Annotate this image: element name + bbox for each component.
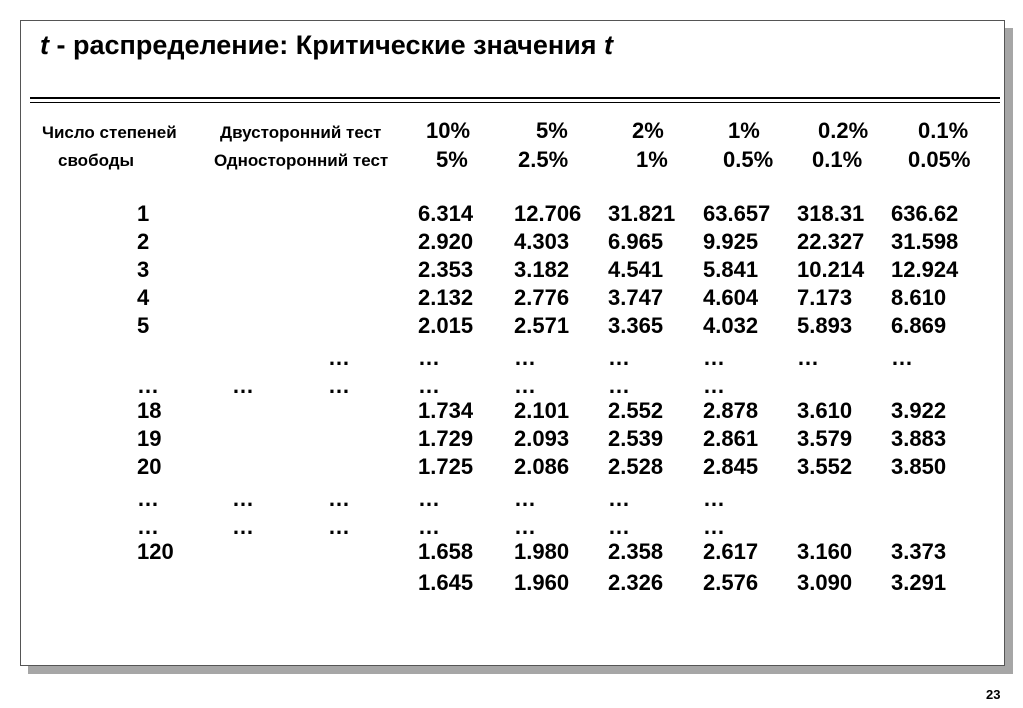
- critical-value-cell: …: [797, 345, 819, 370]
- ellipsis-cell: …: [232, 514, 254, 539]
- ellipsis-cell: …: [328, 373, 350, 398]
- degrees-of-freedom-cell: 1: [137, 201, 150, 226]
- two-sided-level: 5%: [536, 118, 568, 143]
- critical-value-cell: …: [418, 486, 440, 511]
- critical-value-cell: 1.645: [418, 570, 474, 595]
- two-sided-level: 2%: [632, 118, 664, 143]
- critical-value-cell: 2.528: [608, 454, 664, 479]
- title-text: - распределение: Критические значения: [49, 30, 605, 60]
- critical-value-cell: 3.579: [797, 426, 853, 451]
- critical-value-cell: …: [608, 345, 630, 370]
- header-two-sided-label: Двусторонний тест: [220, 123, 382, 142]
- critical-value-cell: …: [608, 514, 630, 539]
- ellipsis-cell: …: [328, 486, 350, 511]
- critical-value-cell: 4.541: [608, 257, 664, 282]
- two-sided-level: 10%: [426, 118, 471, 143]
- degrees-of-freedom-cell: …: [137, 514, 159, 539]
- degrees-of-freedom-cell: 18: [137, 398, 162, 423]
- title-rule-thick: [30, 97, 1000, 99]
- critical-value-cell: 6.965: [608, 229, 664, 254]
- critical-value-cell: 4.032: [703, 313, 759, 338]
- degrees-of-freedom-cell: 20: [137, 454, 162, 479]
- degrees-of-freedom-cell: 2: [137, 229, 150, 254]
- critical-value-cell: 2.093: [514, 426, 570, 451]
- critical-value-cell: 2.571: [514, 313, 570, 338]
- title-variable: t: [40, 30, 49, 60]
- degrees-of-freedom-cell: 5: [137, 313, 150, 338]
- critical-value-cell: 2.776: [514, 285, 570, 310]
- slide-title: [40, 30, 613, 61]
- critical-value-cell: 6.869: [891, 313, 947, 338]
- critical-value-cell: 2.845: [703, 454, 759, 479]
- critical-value-cell: 2.101: [514, 398, 570, 423]
- critical-value-cell: 2.576: [703, 570, 759, 595]
- critical-value-cell: 3.373: [891, 539, 947, 564]
- critical-value-cell: …: [418, 373, 440, 398]
- critical-value-cell: 8.610: [891, 285, 947, 310]
- critical-value-cell: 2.015: [418, 313, 474, 338]
- critical-value-cell: 1.729: [418, 426, 474, 451]
- critical-value-cell: 3.883: [891, 426, 947, 451]
- critical-value-cell: 6.314: [418, 201, 474, 226]
- title-variable-2: t: [604, 30, 614, 60]
- critical-value-cell: 9.925: [703, 229, 759, 254]
- critical-value-cell: 318.31: [797, 201, 865, 226]
- critical-value-cell: 31.598: [891, 229, 959, 254]
- critical-value-cell: 5.841: [703, 257, 759, 282]
- one-sided-level: 5%: [436, 147, 468, 172]
- degrees-of-freedom-cell: 4: [137, 285, 150, 310]
- degrees-of-freedom-cell: 120: [137, 539, 174, 564]
- degrees-of-freedom-cell: …: [137, 373, 159, 398]
- critical-value-cell: 3.160: [797, 539, 853, 564]
- critical-value-cell: 2.861: [703, 426, 759, 451]
- critical-value-cell: …: [514, 373, 536, 398]
- critical-value-cell: 2.358: [608, 539, 664, 564]
- critical-value-cell: 3.610: [797, 398, 853, 423]
- critical-value-cell: 2.326: [608, 570, 664, 595]
- critical-value-cell: 1.960: [514, 570, 570, 595]
- critical-value-cell: 3.182: [514, 257, 570, 282]
- critical-value-cell: 2.086: [514, 454, 570, 479]
- one-sided-level: 0.05%: [908, 147, 971, 172]
- critical-value-cell: 3.090: [797, 570, 853, 595]
- critical-value-cell: 4.604: [703, 285, 759, 310]
- header-one-sided-label: Односторонний тест: [214, 151, 389, 170]
- critical-value-cell: …: [418, 514, 440, 539]
- two-sided-level: 1%: [728, 118, 760, 143]
- critical-value-cell: …: [891, 345, 913, 370]
- critical-value-cell: …: [703, 373, 725, 398]
- critical-value-cell: …: [703, 514, 725, 539]
- critical-value-cell: 2.539: [608, 426, 664, 451]
- degrees-of-freedom-cell: …: [137, 486, 159, 511]
- critical-value-cell: …: [514, 345, 536, 370]
- critical-value-cell: 22.327: [797, 229, 865, 254]
- critical-value-cell: 1.658: [418, 539, 474, 564]
- two-sided-level: 0.2%: [818, 118, 869, 143]
- critical-value-cell: …: [608, 486, 630, 511]
- critical-value-cell: 2.353: [418, 257, 474, 282]
- critical-value-cell: 1.734: [418, 398, 474, 423]
- critical-value-cell: 4.303: [514, 229, 570, 254]
- critical-value-cell: 5.893: [797, 313, 853, 338]
- critical-value-cell: …: [703, 486, 725, 511]
- critical-value-cell: 7.173: [797, 285, 853, 310]
- critical-value-cell: 3.850: [891, 454, 947, 479]
- critical-value-cell: 3.552: [797, 454, 853, 479]
- critical-value-cell: 31.821: [608, 201, 676, 226]
- two-sided-level: 0.1%: [918, 118, 969, 143]
- critical-value-cell: …: [514, 486, 536, 511]
- degrees-of-freedom-cell: 19: [137, 426, 162, 451]
- critical-value-cell: 63.657: [703, 201, 771, 226]
- critical-value-cell: 10.214: [797, 257, 865, 282]
- one-sided-level: 1%: [636, 147, 668, 172]
- critical-value-cell: …: [514, 514, 536, 539]
- critical-value-cell: 636.62: [891, 201, 959, 226]
- critical-value-cell: 3.747: [608, 285, 664, 310]
- one-sided-level: 0.1%: [812, 147, 863, 172]
- page-number: 23: [986, 687, 1001, 702]
- critical-value-cell: …: [703, 345, 725, 370]
- critical-value-cell: …: [608, 373, 630, 398]
- critical-value-cell: 1.725: [418, 454, 474, 479]
- ellipsis-cell: …: [328, 345, 350, 370]
- critical-value-cell: 3.365: [608, 313, 664, 338]
- critical-value-cell: 2.878: [703, 398, 759, 423]
- critical-value-cell: 3.291: [891, 570, 947, 595]
- critical-value-cell: 12.706: [514, 201, 582, 226]
- degrees-of-freedom-cell: 3: [137, 257, 150, 282]
- header-dof-line2: свободы: [58, 151, 135, 170]
- critical-value-cell: 3.922: [891, 398, 947, 423]
- one-sided-level: 0.5%: [723, 147, 774, 172]
- critical-value-cell: 2.132: [418, 285, 474, 310]
- one-sided-level: 2.5%: [518, 147, 569, 172]
- title-rule-thin: [30, 102, 1000, 103]
- ellipsis-cell: …: [328, 514, 350, 539]
- critical-value-cell: …: [418, 345, 440, 370]
- critical-value-cell: 1.980: [514, 539, 570, 564]
- critical-value-cell: 2.552: [608, 398, 664, 423]
- ellipsis-cell: …: [232, 486, 254, 511]
- header-dof-line1: Число степеней: [42, 123, 177, 142]
- ellipsis-cell: …: [232, 373, 254, 398]
- critical-value-cell: 2.920: [418, 229, 474, 254]
- slide-frame: [20, 20, 1005, 666]
- critical-value-cell: 2.617: [703, 539, 759, 564]
- critical-value-cell: 12.924: [891, 257, 959, 282]
